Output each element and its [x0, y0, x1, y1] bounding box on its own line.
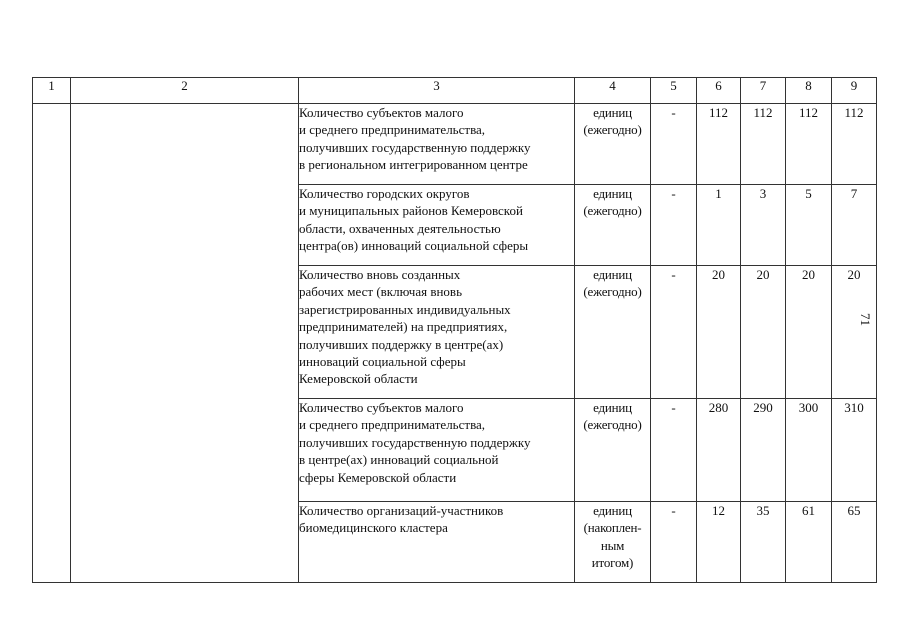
- base-value-cell: -: [651, 104, 697, 185]
- column-header: 2: [71, 78, 299, 104]
- column-header: 6: [697, 78, 741, 104]
- indicator-text: Количество субъектов малого и среднего предпринимательства, получивших государственную поддержку в центре(ах) инноваций социальной сферы Кемеровской области: [299, 399, 575, 502]
- indicator-text: Количество организаций-участников биомедицинского кластера: [299, 502, 575, 583]
- base-value-cell: -: [651, 185, 697, 266]
- value-cell: 20: [697, 266, 741, 399]
- value-cell: 300: [786, 399, 832, 502]
- unit-cell: единиц (ежегодно): [575, 266, 651, 399]
- unit-cell: единиц (ежегодно): [575, 399, 651, 502]
- column-header: 7: [741, 78, 786, 104]
- column-header: 3: [299, 78, 575, 104]
- indicator-text: Количество субъектов малого и среднего предпринимательства, получивших государственную поддержку в региональном интегрированном центре: [299, 104, 575, 185]
- value-cell: 112: [697, 104, 741, 185]
- indicators-table: [32, 77, 877, 583]
- base-value-cell: -: [651, 266, 697, 399]
- value-cell: 20: [741, 266, 786, 399]
- base-value-cell: -: [651, 502, 697, 583]
- value-cell: 61: [786, 502, 832, 583]
- value-cell: 290: [741, 399, 786, 502]
- value-cell: 20: [832, 266, 877, 399]
- value-cell: 65: [832, 502, 877, 583]
- value-cell: 280: [697, 399, 741, 502]
- value-cell: 1: [697, 185, 741, 266]
- base-value-cell: -: [651, 399, 697, 502]
- value-cell: 5: [786, 185, 832, 266]
- column-number-row: [33, 78, 877, 104]
- page-number: 71: [858, 313, 873, 326]
- value-cell: 7: [832, 185, 877, 266]
- column-header: 9: [832, 78, 877, 104]
- table-row: [33, 104, 877, 185]
- column-header: 1: [33, 78, 71, 104]
- value-cell: 112: [832, 104, 877, 185]
- empty-cell-col1: [33, 104, 71, 583]
- value-cell: 310: [832, 399, 877, 502]
- indicator-text: Количество городских округов и муниципальных районов Кемеровской области, охваченных деятельностью центра(ов) инноваций социальной сферы: [299, 185, 575, 266]
- value-cell: 112: [741, 104, 786, 185]
- unit-cell: единиц (ежегодно): [575, 185, 651, 266]
- value-cell: 3: [741, 185, 786, 266]
- value-cell: 35: [741, 502, 786, 583]
- column-header: 5: [651, 78, 697, 104]
- indicator-text: Количество вновь созданных рабочих мест (включая вновь зарегистрированных индивидуальных предпринимателей) на предприятиях, получивших поддержку в центре(ах) инноваций социальной сферы Кемеровской области: [299, 266, 575, 399]
- value-cell: 20: [786, 266, 832, 399]
- empty-cell-col2: [71, 104, 299, 583]
- value-cell: 112: [786, 104, 832, 185]
- unit-cell: единиц (накоплен- ным итогом): [575, 502, 651, 583]
- unit-cell: единиц (ежегодно): [575, 104, 651, 185]
- value-cell: 12: [697, 502, 741, 583]
- column-header: 8: [786, 78, 832, 104]
- column-header: 4: [575, 78, 651, 104]
